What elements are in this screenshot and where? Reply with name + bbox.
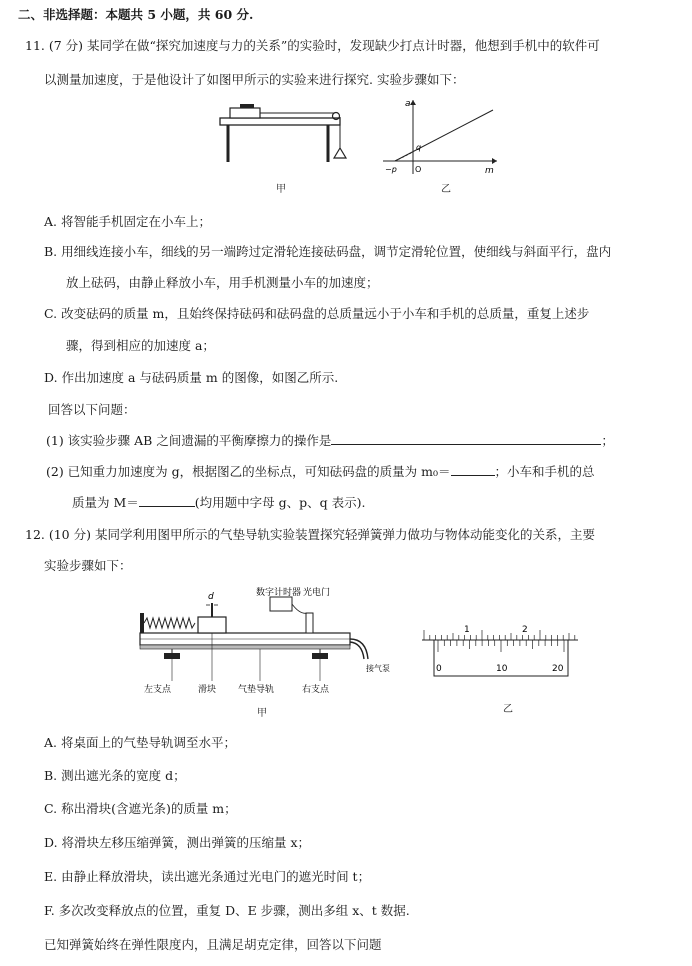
q11-figure-jia: [210, 100, 360, 175]
q12-step-b: B. 测出遮光条的宽度 d；: [44, 768, 186, 783]
q12-fig-jia-caption: 甲: [257, 708, 267, 719]
caliper-vernier-10: 10: [496, 664, 508, 674]
q11-step-c-line2: 骤，得到相应的加速度 a；: [66, 338, 215, 353]
caliper-vernier-20: 20: [552, 664, 564, 674]
label-air-track: 气垫导轨: [238, 685, 275, 695]
caliper-main-2: 2: [522, 625, 528, 635]
label-air-pump: 接气泵: [366, 664, 390, 673]
q11-answer-prompt: 回答以下问题：: [48, 402, 136, 417]
label-slider: 滑块: [198, 685, 217, 695]
q12-step-a: A. 将桌面上的气垫导轨调至水平；: [44, 735, 236, 750]
q12-figure-jia: [130, 585, 390, 710]
graph-x-label: m: [485, 166, 494, 176]
q12-step-c: C. 称出滑块(含遮光条)的质量 m；: [44, 801, 237, 816]
q12-stem-line1: 12. (10 分) 某同学利用图甲所示的气垫导轨实验装置探究轻弹簧弹力做功与物体动能变化的关系，主要: [25, 527, 595, 542]
section-header: 二、非选择题：本题共 5 小题，共 60 分.: [18, 7, 254, 22]
q11-sub1-end: ；: [601, 433, 614, 448]
q11-sub2-blank-M[interactable]: [139, 494, 195, 507]
q11-fig-yi-caption: 乙: [441, 184, 451, 195]
q11-sub2-blank-m0[interactable]: [451, 463, 495, 476]
q11-step-b-line1: B. 用细线连接小车，细线的另一端跨过定滑轮连接砝码盘，调节定滑轮位置，使细线与斜面平行，盘内: [44, 244, 612, 259]
q11-figure-yi: [375, 96, 505, 180]
q11-stem-line2: 以测量加速度，于是他设计了如图甲所示的实验来进行探究. 实验步骤如下：: [44, 72, 465, 87]
q11-sub2-line2-text2: (均用题中字母 g、p、q 表示).: [194, 495, 366, 510]
q11-step-b-line2: 放上砝码，由静止释放小车，用手机测量小车的加速度；: [66, 275, 379, 290]
label-photogate: 光电门: [303, 588, 331, 598]
caliper-main-1: 1: [464, 625, 470, 635]
graph-q-label: q: [416, 143, 422, 152]
q11-sub2-line1: [46, 463, 595, 481]
q11-step-c-line1: C. 改变砝码的质量 m，且始终保持砝码和砝码盘的总质量远小于小车和手机的总质量，重复上述步: [44, 306, 590, 321]
q12-stem-line2: 实验步骤如下：: [44, 558, 132, 573]
caliper-vernier-0: 0: [436, 664, 442, 674]
q11-sub1: [46, 432, 614, 450]
label-left-support: 左支点: [144, 685, 172, 695]
q12-step-e: E. 由静止释放滑块，读出遮光条通过光电门的遮光时间 t；: [44, 869, 371, 884]
q11-stem-line1: 11. (7 分) 某同学在做“探究加速度与力的关系”的实验时，发现缺少打点计时器，他想到手机中的软件可: [25, 38, 600, 53]
graph-neg-p-label: −p: [385, 165, 397, 174]
graph-origin-label: O: [415, 165, 422, 174]
graph-y-label: a: [405, 99, 411, 109]
q11-step-d: D. 作出加速度 a 与砝码质量 m 的图像，如图乙所示.: [44, 370, 339, 385]
q11-fig-jia-caption: 甲: [276, 184, 286, 195]
q11-sub2-text1: (2) 已知重力加速度为 g，根据图乙的坐标点，可知砝码盘的质量为 m₀＝: [46, 464, 451, 479]
q12-closing: 已知弹簧始终在弹性限度内，且满足胡克定律，回答以下问题: [44, 937, 382, 952]
q12-step-d: D. 将滑块左移压缩弹簧，测出弹簧的压缩量 x；: [44, 835, 311, 850]
label-right-support: 右支点: [302, 685, 330, 695]
q11-sub2-text2: ；小车和手机的总: [494, 464, 595, 479]
q11-step-a: A. 将智能手机固定在小车上；: [44, 214, 211, 229]
q11-sub2-line2: [72, 494, 365, 512]
q11-sub2-line2-text1: 质量为 M＝: [72, 495, 139, 510]
q12-fig-yi-caption: 乙: [503, 704, 513, 715]
label-d: d: [208, 592, 214, 602]
q11-sub1-blank[interactable]: [331, 432, 601, 445]
label-timer: 数字计时器: [256, 588, 302, 598]
q12-figure-yi: [420, 618, 580, 686]
q12-step-f: F. 多次改变释放点的位置，重复 D、E 步骤，测出多组 x、t 数据.: [44, 903, 410, 918]
q11-sub1-text: (1) 该实验步骤 AB 之间遗漏的平衡摩擦力的操作是: [46, 433, 332, 448]
